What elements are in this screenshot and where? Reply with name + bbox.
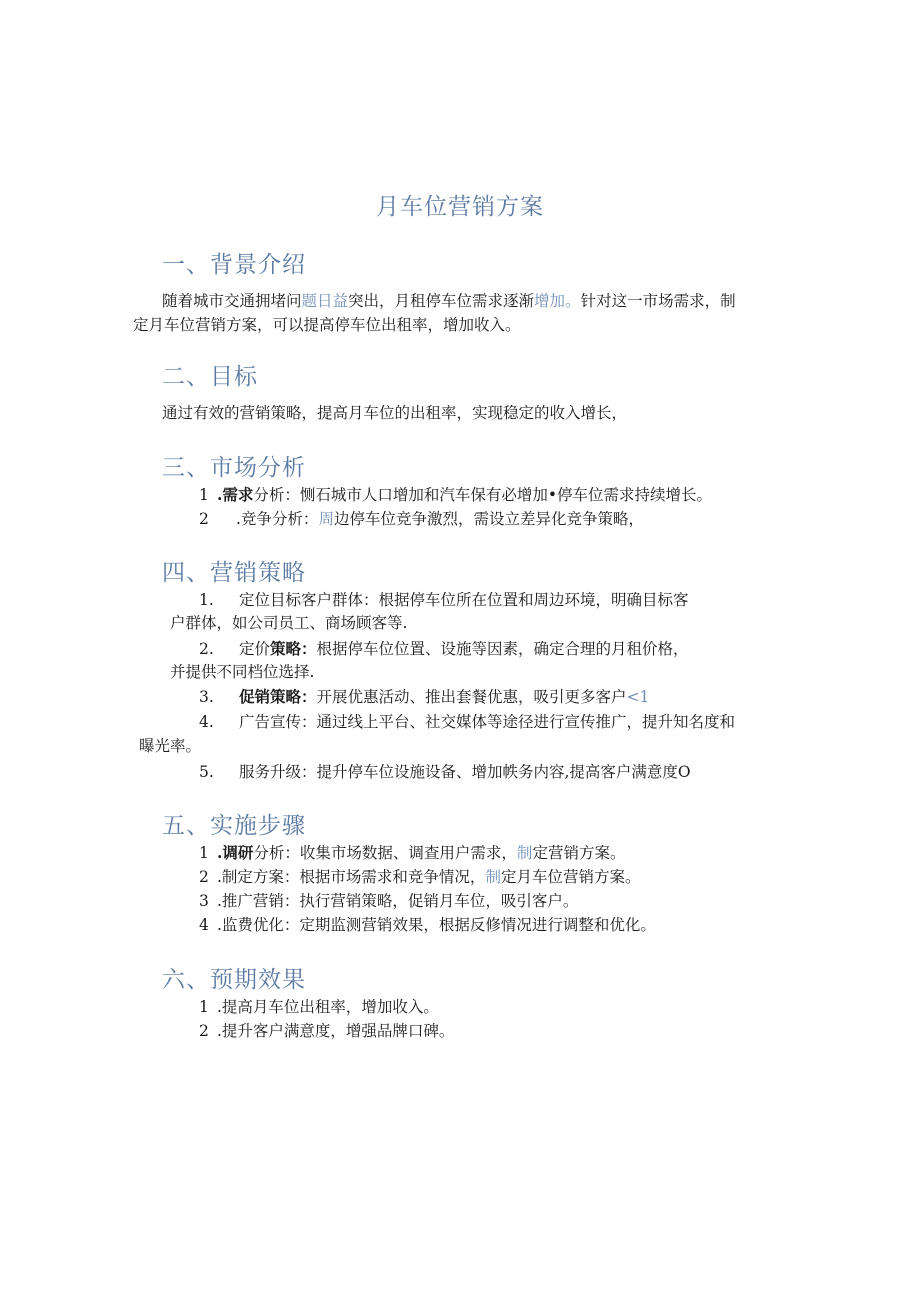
list-item-pricing-line-2: 并提供不同档位选择. — [170, 663, 315, 681]
list-item-service-upgrade — [199, 762, 691, 782]
list-number: 5. — [199, 763, 214, 781]
bold-run: .需求 — [217, 485, 254, 504]
list-item-competition-analysis — [199, 509, 644, 529]
text-run: 服务升级：提升停车位设施设备、增加帙务内容,提高客户满意度O — [239, 763, 691, 781]
list-item-research — [199, 843, 625, 863]
highlight-run: <1 — [626, 688, 650, 706]
bold-run: 策略： — [270, 639, 317, 658]
list-item-plan — [199, 867, 640, 887]
list-item-promotion — [199, 687, 649, 707]
highlight-run: 制 — [516, 844, 533, 862]
list-number: 3 — [199, 892, 209, 910]
paragraph-goals: 通过有效的营销策略，提高月车位的出租率，实现稳定的收入增长， — [162, 404, 628, 422]
list-number: 1. — [199, 591, 214, 609]
section-heading-marketing-strategy: 四、营销策略 — [162, 560, 306, 586]
list-item-promotion-marketing — [199, 891, 578, 911]
text-run: 广告宣传：通过线上平台、社交媒体等途径进行宣传推广，提升知名度和 — [239, 713, 736, 731]
list-item-target-customers-line-2: 户群体，如公司员工、商场顾客等. — [170, 614, 408, 632]
text-run: 定月车位营销方案。 — [500, 868, 641, 886]
text-run: .提升客户满意度，增强品牌口碑。 — [217, 1022, 455, 1040]
list-number: 4. — [199, 713, 214, 731]
list-number: 4 — [199, 916, 209, 934]
list-item-result-1 — [199, 997, 439, 1017]
list-number: 1 — [199, 486, 209, 504]
text-run: .提高月车位出租率，增加收入。 — [217, 998, 439, 1016]
section-heading-market-analysis: 三、市场分析 — [162, 455, 306, 481]
section-heading-expected-results: 六、预期效果 — [162, 967, 306, 993]
highlight-run: 增加。 — [534, 292, 581, 310]
text-run: .监费优化：定期监测营销效果，根据反修情况进行调整和优化。 — [217, 916, 656, 934]
section-heading-implementation: 五、实施步骤 — [162, 813, 306, 839]
list-item-advertising-line-1 — [199, 712, 735, 732]
text-run: 针对这一市场需求，制 — [580, 292, 736, 310]
text-run: 定营销方案。 — [532, 844, 626, 862]
list-number: 2 — [199, 1022, 209, 1040]
list-item-demand-analysis — [199, 485, 712, 505]
section-heading-goals: 二、目标 — [162, 364, 258, 390]
text-run: .制定方案：根据市场需求和竞争情况， — [217, 868, 486, 886]
list-number: 1 — [199, 998, 209, 1016]
highlight-run: 题日益 — [301, 292, 349, 310]
list-item-optimization — [199, 915, 656, 935]
text-run: 定位目标客户群体：根据停车位所在位置和周边环境，明确目标客 — [239, 591, 689, 609]
text-run: 定价 — [239, 640, 271, 658]
text-run: 分析：恻石城市人口增加和汽车保有必增加•停车位需求持续增长。 — [253, 486, 713, 504]
text-run: 分析：收集市场数据、调查用户需求， — [253, 844, 517, 862]
text-run: 根据停车位位置、设施等因素，确定合理的月租价格， — [316, 640, 689, 658]
paragraph-background-line-1 — [162, 291, 736, 311]
list-number: 2 — [199, 510, 209, 528]
text-run: 边停车位竞争激烈，需设立差异化竞争策略， — [333, 510, 644, 528]
highlight-run: 制 — [485, 868, 501, 886]
list-item-advertising-line-2: 曝光率。 — [139, 737, 202, 755]
list-number: 2. — [199, 640, 214, 658]
list-number: 1 — [199, 844, 209, 862]
text-run: .竞争分析： — [236, 510, 319, 528]
paragraph-background-line-2: 定月车位营销方案，可以提高停车位出租率，增加收入。 — [133, 316, 521, 334]
bold-run: 促销策略： — [239, 687, 317, 706]
document-title: 月车位营销方案 — [376, 194, 544, 220]
text-run: 突出，月租停车位需求逐渐 — [348, 292, 535, 310]
text-run: 随着城市交通拥堵问 — [162, 292, 302, 310]
highlight-run: 周 — [318, 510, 334, 528]
section-heading-background: 一、背景介绍 — [162, 252, 306, 278]
text-run: 开展优惠活动、推出套餐优惠，吸引更多客户 — [316, 688, 627, 706]
list-item-pricing-line-1 — [199, 639, 689, 659]
list-number: 2 — [199, 868, 209, 886]
text-run: .推广营销：执行营销策略，促销月车位，吸引客户。 — [217, 892, 579, 910]
list-item-target-customers-line-1 — [199, 590, 689, 610]
bold-run: .调研 — [217, 843, 254, 862]
list-number: 3. — [199, 688, 214, 706]
list-item-result-2 — [199, 1021, 454, 1041]
